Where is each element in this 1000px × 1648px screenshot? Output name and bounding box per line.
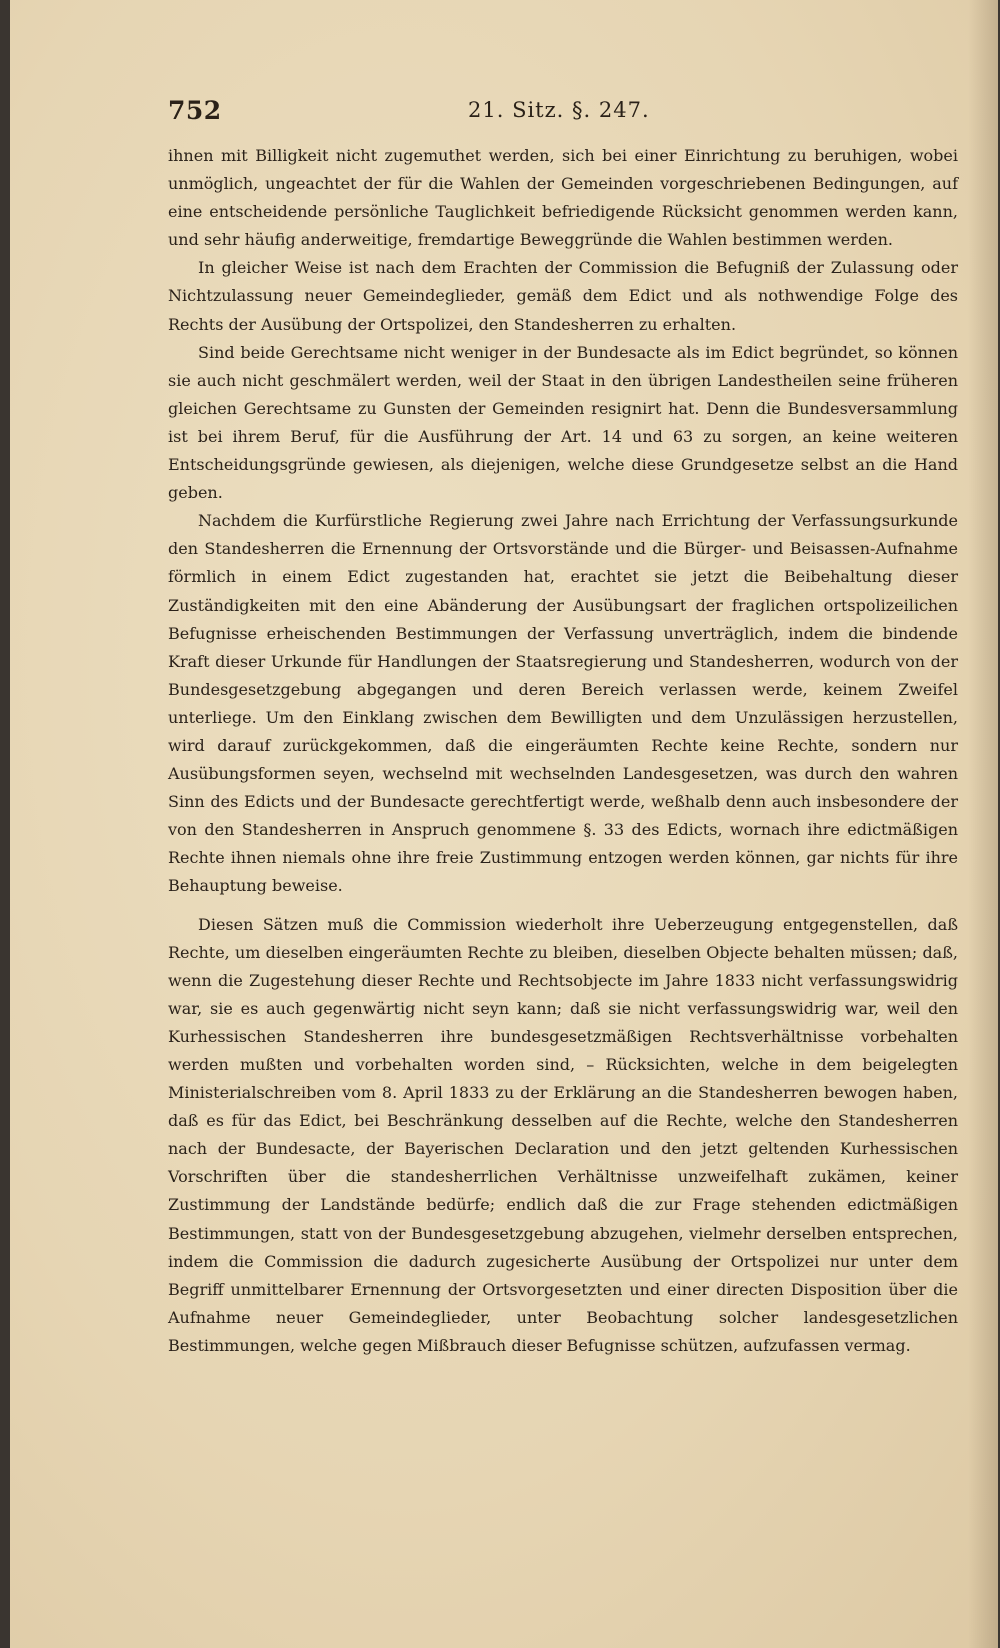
- paragraph-4: Nachdem die Kurfürstliche Regierung zwei Jahre nach Errichtung der Verfassungsurkunde den Standesherren die Ernennung der Ortsvorstände und die Bürger- und Beisassen-Aufnahme förmlich in einem Edict zugestanden hat, erachtet sie jetzt die Beibehaltung dieser Zuständigkeiten mit den eine Abänderung der Ausübungsart der fraglichen ortspolizeilichen Befugnisse erheischenden Bestimmungen der Verfassung unverträglich, indem die bindende Kraft dieser Urkunde für Handlungen der Staatsregierung und Standesherren, wodurch von der Bundesgesetzgebung abgegangen und deren Bereich verlassen werde, keinem Zweifel unterliege. Um den Einklang zwischen dem Bewilligten und dem Unzulässigen herzustellen, wird darauf zurückgekommen, daß die eingeräumten Rechte keine Rechte, sondern nur Ausübungsformen seyen, wechselnd mit wechselnden Landesgesetzen, was durch den wahren Sinn des Edicts und der Bundesacte gerechtfertigt werde, weßhalb denn auch insbesondere der von den Standesherren in Anspruch genommene §. 33 des Edicts, wornach ihre edictmäßigen Rechte ihnen niemals ohne ihre freie Zustimmung entzogen werden können, gar nichts für ihre Behauptung beweise.: [168, 511, 958, 896]
- paragraph-3: Sind beide Gerechtsame nicht weniger in der Bundesacte als im Edict begründet, so können sie auch nicht geschmälert werden, weil der Staat in den übrigen Landestheilen seine früheren gleichen Gerechtsame zu Gunsten der Gemeinden resignirt hat. Denn die Bundesversammlung ist bei ihrem Beruf, für die Ausführung der Art. 14 und 63 zu sorgen, an keine weiteren Entscheidungsgründe gewiesen, als diejenigen, welche diese Grundgesetze selbst an die Hand geben.: [168, 342, 958, 503]
- page-number: 752: [168, 96, 222, 125]
- paragraph-2: In gleicher Weise ist nach dem Erachten der Commission die Befugniß der Zulassung oder Nichtzulassung neuer Gemeindeglieder, gemäß dem Edict und als nothwendige Folge des Rechts der Ausübung der Ortspolizei, den Standesherren zu erhalten.: [168, 258, 958, 334]
- page-header: [168, 96, 958, 132]
- body-text: [168, 142, 958, 1360]
- book-page: [10, 0, 998, 1648]
- page-edge-shadow: [968, 0, 998, 1648]
- paragraph-5: Diesen Sätzen muß die Commission wiederholt ihre Ueberzeugung entgegenstellen, daß Rechte, um dieselben eingeräumten Rechte zu bleiben, dieselben Objecte behalten müssen; daß, wenn die Zugestehung dieser Rechte und Rechtsobjecte im Jahre 1833 nicht verfassungswidrig war, sie es auch gegenwärtig nicht seyn kann; daß sie nicht verfassungswidrig war, weil den Kurhessischen Standesherren ihre bundesgesetzmäßigen Rechtsverhältnisse vorbehalten werden mußten und vorbehalten worden sind, – Rücksichten, welche in dem beigelegten Ministerialschreiben vom 8. April 1833 zu der Erklärung an die Standesherren bewogen haben, daß es für das Edict, bei Beschränkung desselben auf die Rechte, welche den Standesherren nach der Bundesacte, der Bayerischen Declaration und den jetzt geltenden Kurhessischen Vorschriften über die standesherrlichen Verhältnisse unzweifelhaft zukämen, keiner Zustimmung der Landstände bedürfe; endlich daß die zur Frage stehenden edictmäßigen Bestimmungen, statt von der Bundesgesetzgebung abzugehen, vielmehr derselben entsprechen, indem die Commission die dadurch zugesicherte Ausübung der Ortspolizei nur unter dem Begriff unmittelbarer Ernennung der Ortsvorgesetzten und einer directen Disposition über die Aufnahme neuer Gemeindeglieder, unter Beobachtung solcher landesgesetzlichen Bestimmungen, welche gegen Mißbrauch dieser Befugnisse schützen, aufzufassen vermag.: [168, 914, 958, 1355]
- running-head: 21. Sitz. §. 247.: [468, 98, 650, 122]
- paragraph-1: ihnen mit Billigkeit nicht zugemuthet werden, sich bei einer Einrichtung zu beruhigen, wobei unmöglich, ungeachtet der für die Wahlen der Gemeinden vorgeschriebenen Bedingungen, auf eine entscheidende persönliche Tauglichkeit befriedigende Rücksicht genommen werden kann, und sehr häufig anderweitige, fremdartige Beweggründe die Wahlen bestimmen werden.: [168, 146, 958, 250]
